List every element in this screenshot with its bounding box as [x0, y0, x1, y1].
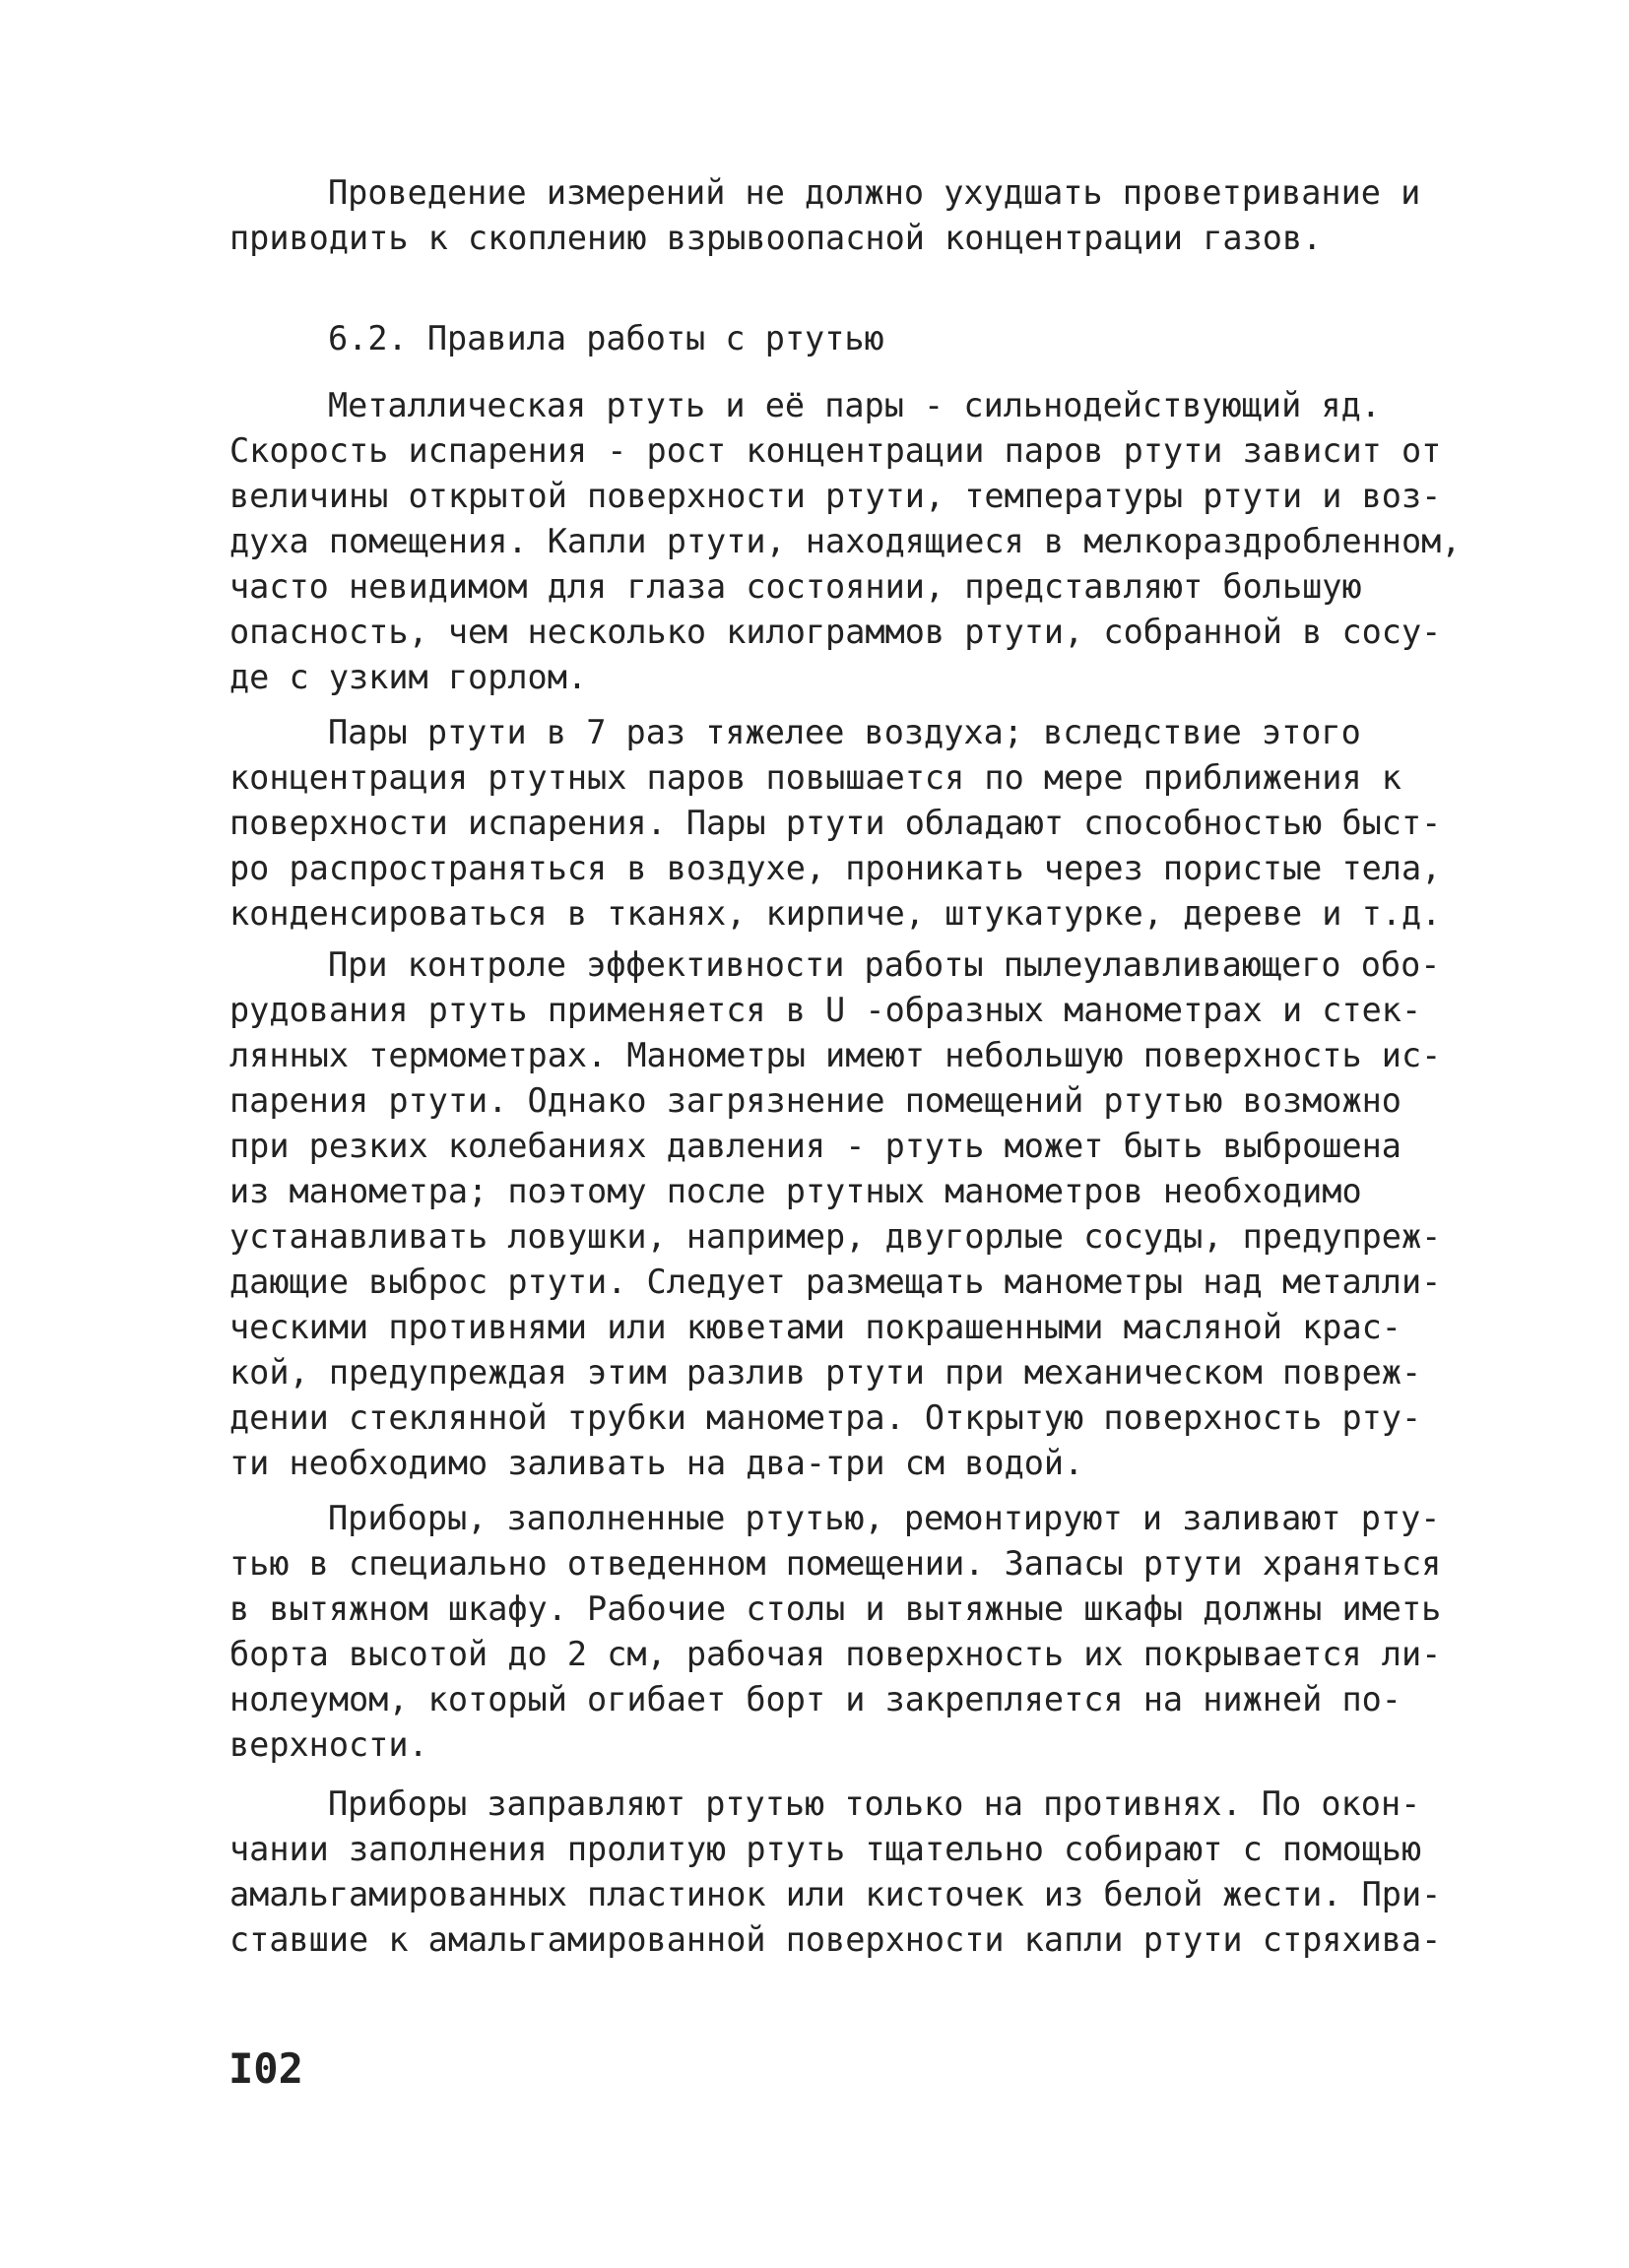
text-line: дающие выброс ртути. Следует размещать манометры над металли- [229, 1263, 1442, 1301]
text-line: величины открытой поверхности ртути, температуры ртути и воз- [229, 477, 1442, 515]
text-line: Пары ртути в 7 раз тяжелее воздуха; вследствие этого [328, 713, 1361, 751]
text-line: При контроле эффективности работы пылеулавливающего обо- [328, 945, 1441, 984]
text-line: приводить к скоплению взрывоопасной концентрации газов. [229, 219, 1323, 257]
section-heading: 6.2. Правила работы с ртутью [328, 319, 884, 357]
text-line: де с узким горлом. [229, 658, 588, 696]
text-line: духа помещения. Капли ртути, находящиеся в мелкораздробленном, [229, 522, 1462, 560]
text-line: кой, предупреждая этим разлив ртути при механическом повреж- [229, 1353, 1422, 1392]
text-line: конденсироваться в тканях, кирпиче, штукатурке, дереве и т.д. [229, 894, 1442, 933]
text-line: чании заполнения пролитую ртуть тщательно собирают с помощью [229, 1830, 1422, 1868]
text-line: ставшие к амальгамированной поверхности капли ртути стряхива- [229, 1920, 1442, 1959]
text-line: Приборы заправляют ртутью только на противнях. По окон- [328, 1784, 1421, 1823]
text-line: концентрация ртутных паров повышается по мере приближения к [229, 758, 1401, 797]
text-line: при резких колебаниях давления - ртуть может быть выброшена [229, 1127, 1401, 1165]
text-line: опасность, чем несколько килограммов ртути, собранной в сосу- [229, 613, 1442, 651]
text-line: амальгамированных пластинок или кисточек из белой жести. При- [229, 1875, 1442, 1913]
text-line: дении стеклянной трубки манометра. Открытую поверхность рту- [229, 1398, 1422, 1437]
text-line: ческими противнями или кюветами покрашенными масляной крас- [229, 1308, 1401, 1346]
text-line: Металлическая ртуть и её пары - сильнодействующий яд. [328, 386, 1381, 424]
text-line: рудования ртуть применяется в U -образных манометрах и стек- [229, 991, 1422, 1029]
text-line: нолеумом, который огибает борт и закрепляется на нижней по- [229, 1680, 1401, 1718]
text-line: тью в специально отведенном помещении. Запасы ртути храняться [229, 1544, 1442, 1583]
text-line: парения ртути. Однако загрязнение помещений ртутью возможно [229, 1081, 1401, 1120]
text-line: Приборы, заполненные ртутью, ремонтируют и заливают рту- [328, 1499, 1441, 1537]
text-line: борта высотой до 2 см, рабочая поверхность их покрывается ли- [229, 1635, 1442, 1673]
text-line: Проведение измерений не должно ухудшать проветривание и [328, 173, 1421, 212]
text-line: в вытяжном шкафу. Рабочие столы и вытяжные шкафы должны иметь [229, 1589, 1442, 1628]
text-line: верхности. [229, 1725, 428, 1764]
text-line: из манометра; поэтому после ртутных манометров необходимо [229, 1172, 1362, 1210]
text-line: Скорость испарения - рост концентрации паров ртути зависит от [229, 431, 1442, 470]
text-line: часто невидимом для глаза состоянии, представляют большую [229, 567, 1362, 606]
text-line: ро распространяться в воздухе, проникать через пористые тела, [229, 849, 1442, 887]
text-line: лянных термометрах. Манометры имеют небольшую поверхность ис- [229, 1036, 1442, 1074]
page-number: I02 [228, 2044, 303, 2093]
text-line: поверхности испарения. Пары ртути обладают способностью быст- [229, 804, 1442, 842]
text-line: ти необходимо заливать на два-три см водой. [229, 1444, 1084, 1482]
text-line: устанавливать ловушки, например, двугорлые сосуды, предупреж- [229, 1217, 1442, 1256]
